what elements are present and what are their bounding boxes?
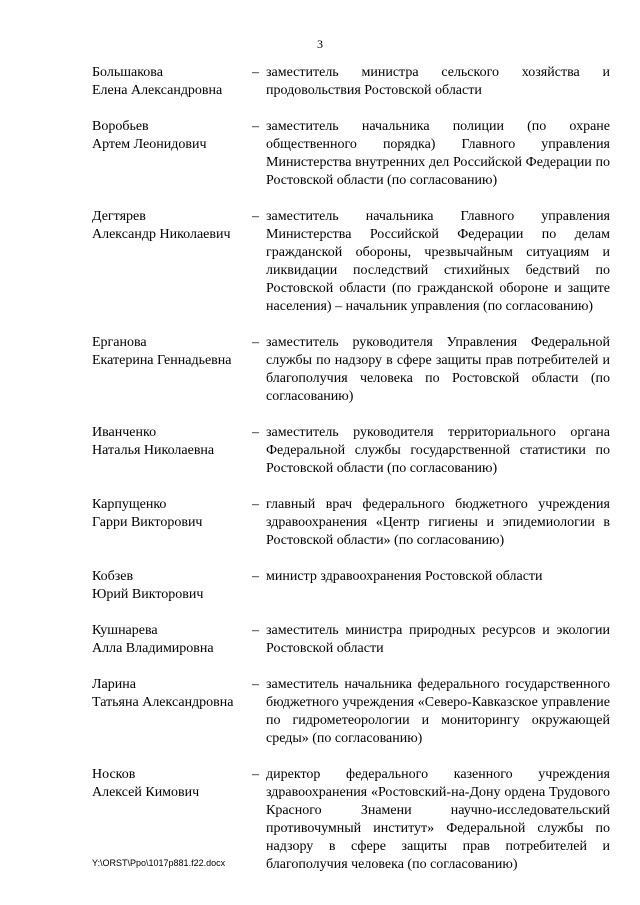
dash-separator: – — [252, 623, 259, 638]
member-given-name: Юрий Викторович — [92, 587, 204, 602]
member-role: заместитель министра природных ресурсов и экологии Ростовской области — [266, 623, 610, 656]
list-item — [92, 676, 610, 748]
list-item — [92, 334, 610, 406]
member-name — [92, 334, 252, 406]
member-given-name: Алла Владимировна — [92, 641, 214, 656]
list-item — [92, 208, 610, 316]
member-given-name: Наталья Николаевна — [92, 443, 215, 458]
member-given-name: Елена Александровна — [92, 83, 223, 98]
dash-separator: – — [252, 119, 259, 134]
member-given-name: Артем Леонидович — [92, 137, 207, 152]
list-item — [92, 118, 610, 190]
file-path-footer: Y:\ORST\Ppo\1017p881.f22.docx — [92, 858, 226, 868]
dash-separator: – — [252, 497, 259, 512]
member-surname: Воробьев — [92, 119, 149, 134]
dash-separator: – — [252, 425, 259, 440]
member-role: директор федерального казенного учреждения здравоохранения «Ростовский-на-Дону ордена Трудового Красного Знамени научно-исследовательский противочумный институт» Федеральной службы по надзору в сфере защиты прав потребителей и благополучия человека (по согласованию) — [266, 767, 610, 872]
dash-separator: – — [252, 65, 259, 80]
member-name — [92, 208, 252, 316]
member-surname: Большакова — [92, 65, 163, 80]
member-surname: Кушнарева — [92, 623, 158, 638]
member-role: заместитель начальника полиции (по охране общественного порядка) Главного управления Министерства внутренних дел Российской Федерации по Ростовской области (по согласованию) — [266, 119, 610, 188]
member-given-name: Гарри Викторович — [92, 515, 203, 530]
dash-separator: – — [252, 767, 259, 782]
list-item — [92, 568, 610, 604]
member-role: министр здравоохранения Ростовской области — [266, 569, 543, 584]
member-surname: Носков — [92, 767, 136, 782]
list-item — [92, 496, 610, 550]
list-item — [92, 424, 610, 478]
member-name — [92, 622, 252, 658]
member-role: заместитель начальника Главного управления Министерства Российской Федерации по делам гражданской обороны, чрезвычайным ситуациям и ликвидации последствий стихийных бедствий по Ростовской области (по гражданской обороне и защите населения) – начальник управления (по согласованию) — [266, 209, 610, 314]
dash-separator: – — [252, 677, 259, 692]
member-name — [92, 424, 252, 478]
member-surname: Ларина — [92, 677, 136, 692]
member-surname: Дегтярев — [92, 209, 146, 224]
dash-separator: – — [252, 209, 259, 224]
member-name — [92, 568, 252, 604]
list-item — [92, 622, 610, 658]
member-given-name: Алексей Кимович — [92, 785, 200, 800]
member-surname: Ерганова — [92, 335, 147, 350]
member-name — [92, 676, 252, 748]
member-role: заместитель министра сельского хозяйства и продовольствия Ростовской области — [266, 65, 610, 98]
member-name — [92, 118, 252, 190]
member-role: заместитель начальника федерального государственного бюджетного учреждения «Северо-Кавказское управление по гидрометеорологии и мониторингу окружающей среды» (по согласованию) — [266, 677, 610, 746]
member-given-name: Татьяна Александровна — [92, 695, 234, 710]
member-given-name: Александр Николаевич — [92, 227, 231, 242]
dash-separator: – — [252, 335, 259, 350]
member-list — [92, 64, 610, 892]
member-surname: Иванченко — [92, 425, 157, 440]
member-role: заместитель руководителя территориального органа Федеральной службы государственной статистики по Ростовской области (по согласованию) — [266, 425, 610, 476]
member-name — [92, 496, 252, 550]
member-role: заместитель руководителя Управления Федеральной службы по надзору в сфере защиты прав потребителей и благополучия человека по Ростовской области (по согласованию) — [266, 335, 610, 404]
member-surname: Кобзев — [92, 569, 134, 584]
member-role: главный врач федерального бюджетного учреждения здравоохранения «Центр гигиены и эпидемиологии в Ростовской области» (по согласованию) — [266, 497, 610, 548]
list-item — [92, 64, 610, 100]
dash-separator: – — [252, 569, 259, 584]
member-given-name: Екатерина Геннадьевна — [92, 353, 232, 368]
member-name — [92, 64, 252, 100]
member-surname: Карпущенко — [92, 497, 167, 512]
page-number: 3 — [317, 37, 323, 51]
